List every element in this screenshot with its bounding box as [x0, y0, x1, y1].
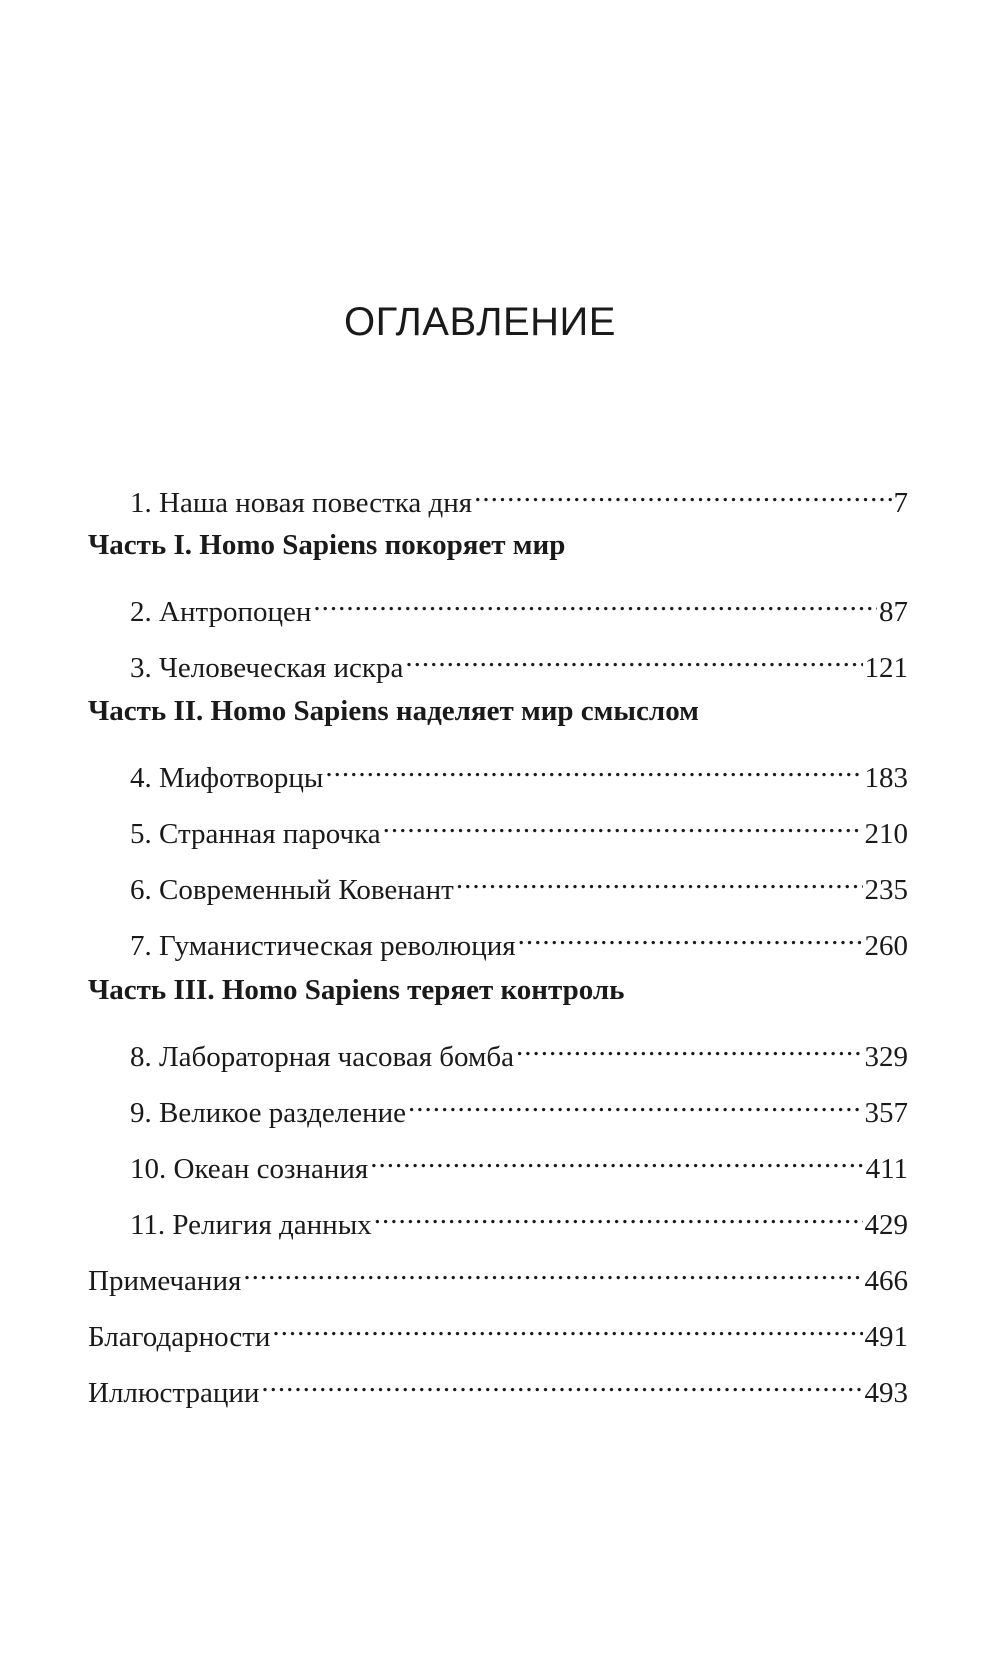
dot-leader [518, 915, 863, 955]
dot-leader [243, 1250, 862, 1290]
toc-entry-label: Иллюстрации [88, 1377, 260, 1409]
toc-page-number: 429 [864, 1209, 908, 1241]
dot-leader [405, 637, 862, 677]
toc-entry-label: 1. Наша новая повестка дня [130, 487, 473, 519]
dot-leader [474, 472, 891, 512]
dot-leader [313, 581, 877, 621]
toc-page-number: 260 [864, 930, 908, 962]
toc-entry-chapter-3 [130, 637, 908, 684]
dot-leader [383, 803, 863, 843]
dot-leader [261, 1362, 862, 1402]
toc-page-number: 235 [864, 874, 908, 906]
toc-entry-label: 8. Лабораторная часовая бомба [130, 1041, 514, 1073]
toc-entry-acknowledgements [88, 1306, 908, 1353]
toc-entry-chapter-5 [130, 803, 908, 850]
page-title: ОГЛАВЛЕНИЕ [344, 300, 616, 344]
toc-page-number: 493 [864, 1377, 908, 1409]
dot-leader [325, 747, 862, 787]
dot-leader [408, 1082, 863, 1122]
dot-leader [272, 1306, 862, 1346]
toc-page-number: 466 [864, 1265, 908, 1297]
dot-leader [374, 1194, 863, 1234]
toc-entry-chapter-6 [130, 859, 908, 906]
toc-page-number: 411 [865, 1153, 908, 1185]
toc-entry-chapter-1 [130, 472, 908, 519]
toc-entry-label: 5. Странная парочка [130, 818, 381, 850]
toc-page-number: 7 [893, 487, 908, 519]
toc-part-3-heading: Часть III. Homo Sapiens теряет контроль [88, 974, 625, 1006]
toc-entry-label: 2. Антропоцен [130, 596, 312, 628]
toc-entry-chapter-8 [130, 1026, 908, 1073]
toc-entry-chapter-4 [130, 747, 908, 794]
toc-entry-notes [88, 1250, 908, 1297]
toc-entry-label: 4. Мифотворцы [130, 762, 324, 794]
toc-page-number: 121 [864, 652, 908, 684]
toc-entry-label: 10. Океан сознания [130, 1153, 369, 1185]
toc-entry-chapter-7 [130, 915, 908, 962]
toc-entry-label: 3. Человеческая искра [130, 652, 404, 684]
toc-entry-label: 9. Великое разделение [130, 1097, 406, 1129]
toc-part-1-heading: Часть I. Homo Sapiens покоряет мир [88, 529, 566, 561]
toc-page-number: 210 [864, 818, 908, 850]
toc-part-2-heading: Часть II. Homo Sapiens наделяет мир смыслом [88, 695, 699, 727]
toc-entry-chapter-10 [130, 1138, 908, 1185]
dot-leader [370, 1138, 863, 1178]
dot-leader [456, 859, 863, 899]
toc-entry-label: Благодарности [88, 1321, 271, 1353]
dot-leader [516, 1026, 863, 1066]
toc-entry-illustrations [88, 1362, 908, 1409]
toc-entry-chapter-2 [130, 581, 908, 628]
toc-page-number: 491 [864, 1321, 908, 1353]
toc-entry-label: 6. Современный Ковенант [130, 874, 454, 906]
toc-page-number: 87 [879, 596, 908, 628]
toc-page-number: 329 [864, 1041, 908, 1073]
toc-page-number: 357 [864, 1097, 908, 1129]
toc-entry-label: 11. Религия данных [130, 1209, 372, 1241]
toc-entry-label: Примечания [88, 1265, 242, 1297]
toc-page-number: 183 [864, 762, 908, 794]
toc-entry-chapter-9 [130, 1082, 908, 1129]
toc-entry-chapter-11 [130, 1194, 908, 1241]
toc-entry-label: 7. Гуманистическая революция [130, 930, 516, 962]
